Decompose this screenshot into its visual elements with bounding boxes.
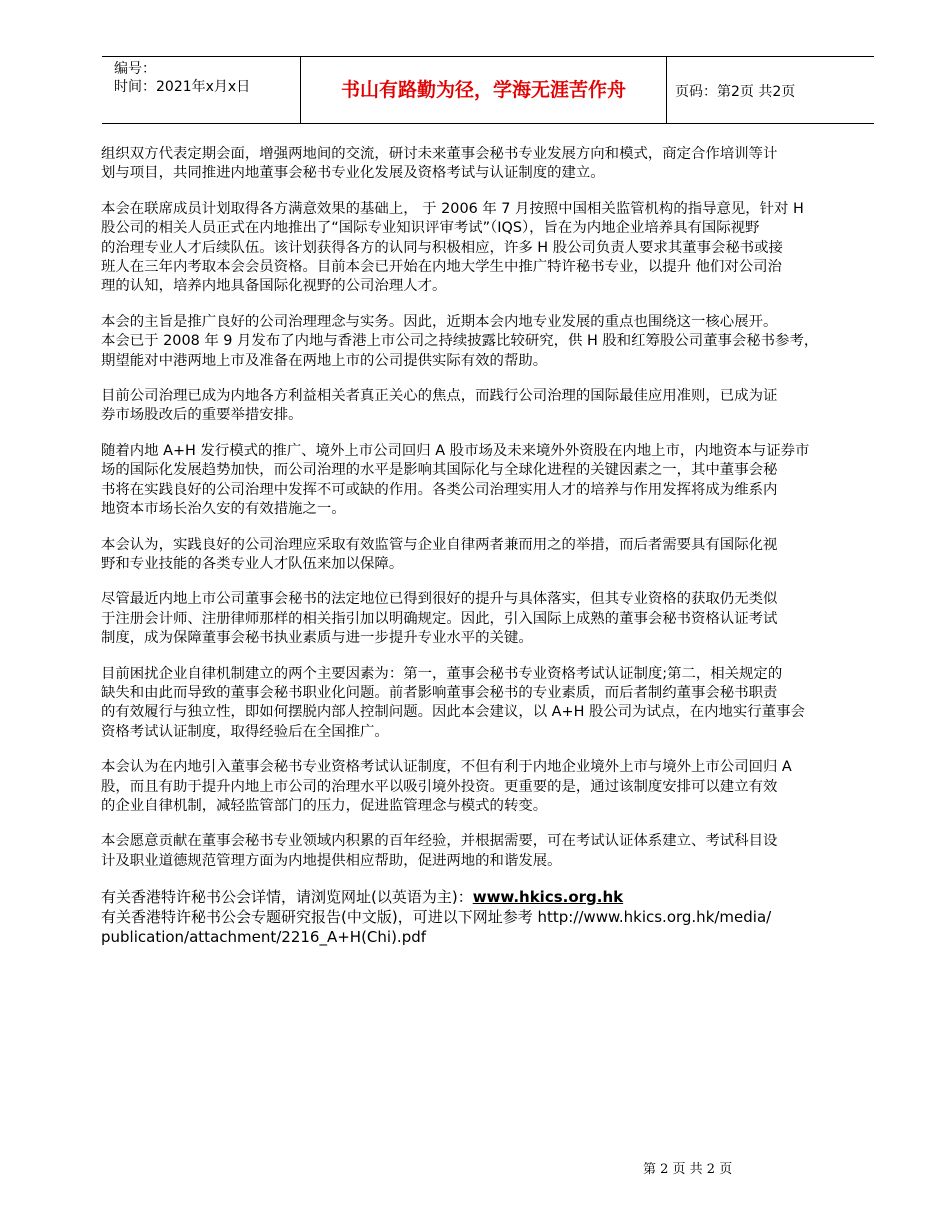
body-paragraph [101,665,883,743]
body-paragraph [101,145,883,184]
paragraph-line: 尽管最近内地上市公司董事会秘书的法定地位已得到很好的提升与具体落实，但其专业资格的获取仍无类似 [101,591,778,608]
header-meta-cell [102,57,301,123]
paragraph-line: 计及职业道德规范管理方面为内地提供相应帮助，促进两地的和谐发展。 [101,852,562,869]
header-page-cell [667,57,874,123]
paragraph-line: 划与项目，共同推进内地董事会秘书专业化发展及资格考试与认证制度的建立。 [101,165,605,182]
paragraph-line: 期望能对中港两地上市及准备在两地上市的公司提供实际有效的帮助。 [101,352,548,369]
paragraph-line: 野和专业技能的各类专业人才队伍来加以保障。 [101,555,404,572]
paragraph-line: 本会认为在内地引入董事会秘书专业资格考试认证制度，不但有利于内地企业境外上市与境外上市公司回归 A [101,759,792,776]
body-paragraph [101,832,883,871]
paragraph-line: 的有效履行与独立性，即如何摆脱内部人控制问题。因此本会建议，以 A+H 股公司为试点，在内地实行董事会 [101,704,805,721]
paragraph-line: 制度，成为保障董事会秘书执业素质与进一步提升专业水平的关键。 [101,630,533,647]
paragraph-line: 本会在联席成员计划取得各方满意效果的基础上， 于 2006 年 7 月按照中国相关监管机构的指导意见，针对 H [101,200,804,217]
body-paragraph [101,536,883,575]
number-label: 编号： [114,61,156,77]
paragraph-line: 目前困扰企业自律机制建立的两个主要因素为：第一，董事会秘书专业资格考试认证制度;第二，相关规定的 [101,665,783,682]
paragraph-line: 班人在三年内考取本会会员资格。目前本会已开始在内地大学生中推广特许秘书专业，以提升 他们对公司治 [101,259,782,276]
paragraph-line: 股公司的相关人员正式在内地推出了“国际专业知识评审考试”（IQS），旨在为内地企业培养具有国际视野 [101,220,760,237]
paragraph-line: 缺失和由此而导致的董事会秘书职业化问题。前者影响董事会秘书的专业素质，而后者制约董事会秘书职责 [101,684,778,701]
paragraph-line: 于注册会计师、注册律师那样的相关指引加以明确规定。因此，引入国际上成熟的董事会秘书资格认证考试 [101,610,778,627]
body-paragraph [101,590,883,648]
link-line-1 [101,887,883,907]
paragraph-line: 地资本市场长治久安的有效措施之一。 [101,501,346,518]
page-footer: 第 2 页 共 2 页 [643,1162,733,1177]
paragraph-line: 随着内地 A+H 发行模式的推广、境外上市公司回归 A 股市场及未来境外外资股在内地上市，内地资本与证券市 [101,442,810,459]
motto: 书山有路勤为径，学海无涯苦作舟 [340,79,626,101]
body-paragraph [101,442,883,520]
paragraph-line: 股，而且有助于提升内地上市公司的治理水平以吸引境外投资。更重要的是，通过该制度安排可以建立有效 [101,778,778,795]
paragraph-line: 书将在实践良好的公司治理中发挥不可或缺的作用。各类公司治理实用人才的培养与作用发挥将成为维系内 [101,481,778,498]
hkics-website-link[interactable]: www.hkics.org.hk [472,888,624,907]
paragraph-line: 资格考试认证制度，取得经验后在全国推广。 [101,723,389,740]
paragraph-line: 的治理专业人才后续队伍。该计划获得各方的认同与积极相应，许多 H 股公司负责人要求其董事会秘书或接 [101,239,783,256]
time-label: 时间：2021年x月x日 [114,79,251,95]
paragraph-line: 本会的主旨是推广良好的公司治理理念与实务。因此，近期本会内地专业发展的重点也围绕这一核心展开。 [101,313,778,330]
paragraph-line: 组织双方代表定期会面，增强两地间的交流，研讨未来董事会秘书专业发展方向和模式，商定合作培训等计 [101,146,778,162]
link-intro-text: 有关香港特许秘书公会详情，请浏览网址(以英语为主)： [101,888,473,907]
page-header [102,56,874,124]
paragraph-line: 的企业自律机制，减轻监管部门的压力，促进监管理念与模式的转变。 [101,797,548,814]
paragraph-line: 理的认知，培养内地具备国际化视野的公司治理人才。 [101,278,447,295]
body-paragraph [101,387,883,426]
reference-links [101,887,883,947]
paragraph-line: 券市场股改后的重要举措安排。 [101,407,303,424]
body-paragraph [101,313,883,371]
paragraph-line: 本会认为，实践良好的公司治理应采取有效监管与企业自律两者兼而用之的举措，而后者需要具有国际化视 [101,536,778,553]
page-info: 页码：第2页 共2页 [675,84,796,100]
header-motto-cell [301,57,667,123]
document-body [101,145,883,947]
paragraph-line: 本会愿意贡献在董事会秘书专业领域内积累的百年经验，并根据需要，可在考试认证体系建立、考试科目设 [101,833,778,850]
body-paragraph [101,200,883,297]
paragraph-list [101,145,883,871]
paragraph-line: 本会已于 2008 年 9 月发布了内地与香港上市公司之持续披露比较研究，供 H 股和红筹股公司董事会秘书参考， [101,333,819,350]
paragraph-line: 目前公司治理已成为内地各方利益相关者真正关心的焦点，而践行公司治理的国际最佳应用准则，已成为证 [101,388,778,405]
link-line-2[interactable]: 有关香港特许秘书公会专题研究报告(中文版)，可进以下网址参考 http://www.hkics.org.hk/media/ [101,908,772,927]
body-paragraph [101,758,883,816]
paragraph-line: 场的国际化发展趋势加快，而公司治理的水平是影响其国际化与全球化进程的关键因素之一，其中董事会秘 [101,462,778,479]
link-line-3[interactable]: publication/attachment/2216_A+H(Chi).pdf [101,928,427,947]
